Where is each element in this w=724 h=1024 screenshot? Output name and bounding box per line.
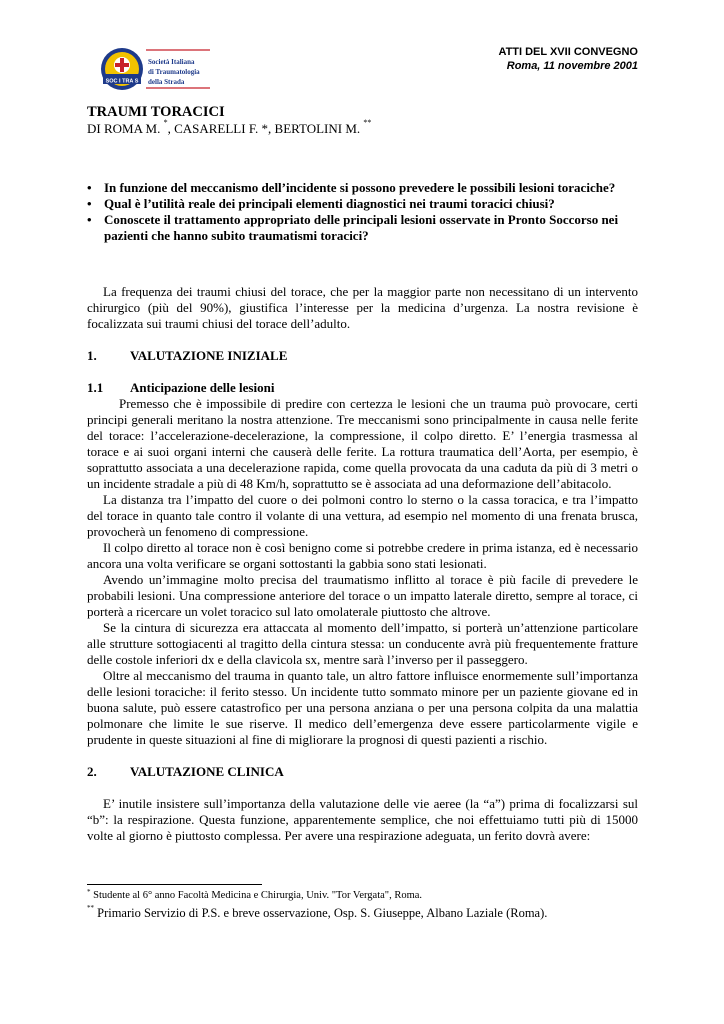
article-authors (87, 118, 372, 137)
section-2-heading: 2. VALUTAZIONE CLINICA (87, 764, 284, 779)
subsection-1-1-heading: 1.1 Anticipazione delle lesioni (87, 380, 275, 395)
logo-line-3: della Strada (148, 78, 185, 86)
bullet-icon: • (87, 212, 92, 227)
question-item: • In funzione del meccanismo dell’incidente si possono prevedere le possibili lesioni toraciche? (87, 180, 616, 195)
conference-header (498, 45, 638, 73)
questions-list (87, 180, 638, 244)
footnote-1: * Studente al 6° anno Facoltà Medicina e Chirurgia, Univ. "Tor Vergata", Roma. (87, 888, 423, 901)
author-mark-2: ** (363, 118, 372, 127)
intro-paragraph: La frequenza dei traumi chiusi del torace, che per la maggior parte non necessitano di un intervento chirurgico (più del 90%), giustifica l’interesse per la medicina d’urgenza. La nostra revisione è focalizzata sui traumi chiusi del torace dell’adulto. (87, 284, 638, 331)
article-title: TRAUMI TORACICI (87, 104, 225, 120)
author-1: DI ROMA M. (87, 121, 161, 136)
logo-line-1: Società Italiana (148, 58, 195, 66)
body-paragraph: Oltre al meccanismo del trauma in quanto tale, un altro fattore influisce enormemente sull’importanza delle lesioni toraciche: il ferito stesso. Un incidente tutto sommato minore per un paziente giovane ed in buona salute, può essere catastrofico per una persona anziana o per una persona colpita da una malattia polmonare che limite le sue riserve. Il medico dell’emergenza deve essere particolarmente vigile e prudente in queste situazioni al fine di migliorare la prognosi di questi pazienti a rischio. (87, 668, 638, 747)
footnote-divider (87, 884, 262, 885)
bullet-icon: • (87, 180, 92, 195)
question-item: • Conoscete il trattamento appropriato delle principali lesioni osservate in Pronto Soccorso nei pazienti che hanno subito traumatismi toracici? (87, 212, 619, 243)
body-paragraph: Il colpo diretto al torace non è così benigno come si potrebbe credere in prima istanza, ed è necessario ancora una volta verificare se organi sottostanti la gabbia sono stati lesionati. (87, 540, 638, 571)
body-paragraph: Premesso che è impossibile di predire con certezza le lesioni che un trauma può provocare, certi principi generali meritano la nostra attenzione. Tre meccanismi sono principalmente in causa nelle ferite del torace: l’accelerazione-decelerazione, la compressione, il colpo diretto. E’ l’energia trasmessa al torace e ai suoi organi interni che causerà delle ferite. La rottura traumatica dell’Aorta, per esempio, è soprattutto associata a una decelerazione rapida, come quella provocata da una caduta da più di 3 metri o un incidente stradale a più di 48 Km/h, soprattutto se è associata ad una deformazione dell’abitacolo. (87, 396, 638, 491)
section-2-paragraph: E’ inutile insistere sull’importanza della valutazione delle vie aeree (la “a”) prima di focalizzarsi sul “b”: la respirazione. Questa funzione, apparentemente semplice, che noi effettuiamo tutti più di 15000 volte al giorno è piuttosto complessa. Per avere una respirazione adeguata, un ferito dovrà avere: (87, 796, 638, 843)
society-logo (100, 44, 212, 94)
bullet-icon: • (87, 196, 92, 211)
conference-place-date: Roma, 11 novembre 2001 (506, 60, 638, 72)
authors-rest: , CASARELLI F. *, BERTOLINI M. (167, 121, 361, 136)
conference-title: ATTI DEL XVII CONVEGNO (498, 46, 638, 58)
logo-abbrev: SOC I TRA S (105, 78, 139, 85)
footnote-2: ** Primario Servizio di P.S. e breve osservazione, Osp. S. Giuseppe, Albano Laziale (Roma). (87, 904, 548, 920)
body-paragraph: Avendo un’immagine molto precisa del traumatismo inflitto al torace è più facile di prevedere le probabili lesioni. Una compressione anteriore del torace o un impatto laterale diretto, sempre al torace, ci porterà a ricercare un volet toracico sul lato omolaterale piuttosto che altrove. (87, 572, 638, 619)
author-mark-1: * (163, 118, 168, 127)
logo-line-2: di Traumatologia (148, 68, 200, 76)
body-paragraph: Se la cintura di sicurezza era attaccata al momento dell’impatto, si porterà un’attenzione particolare alle strutture sottogiacenti al tragitto della cintura stessa: un conducente avrà più frequentemente fratture delle costole inferiori dx e della clavicola sx, mentre sarà l’inverso per il passeggero. (87, 620, 638, 667)
body-paragraph: La distanza tra l’impatto del cuore o dei polmoni contro lo sterno o la cassa toracica, e tra l’impatto del torace in quanto tale contro il volante di una vettura, ad esempio nel momento di una frenata brusca, provocherà un fenomeno di compressione. (87, 492, 638, 539)
question-item: • Qual è l’utilità reale dei principali elementi diagnostici nei traumi toracici chiusi? (87, 196, 555, 211)
section-1-heading: 1. VALUTAZIONE INIZIALE (87, 348, 288, 363)
article-body (87, 180, 638, 844)
